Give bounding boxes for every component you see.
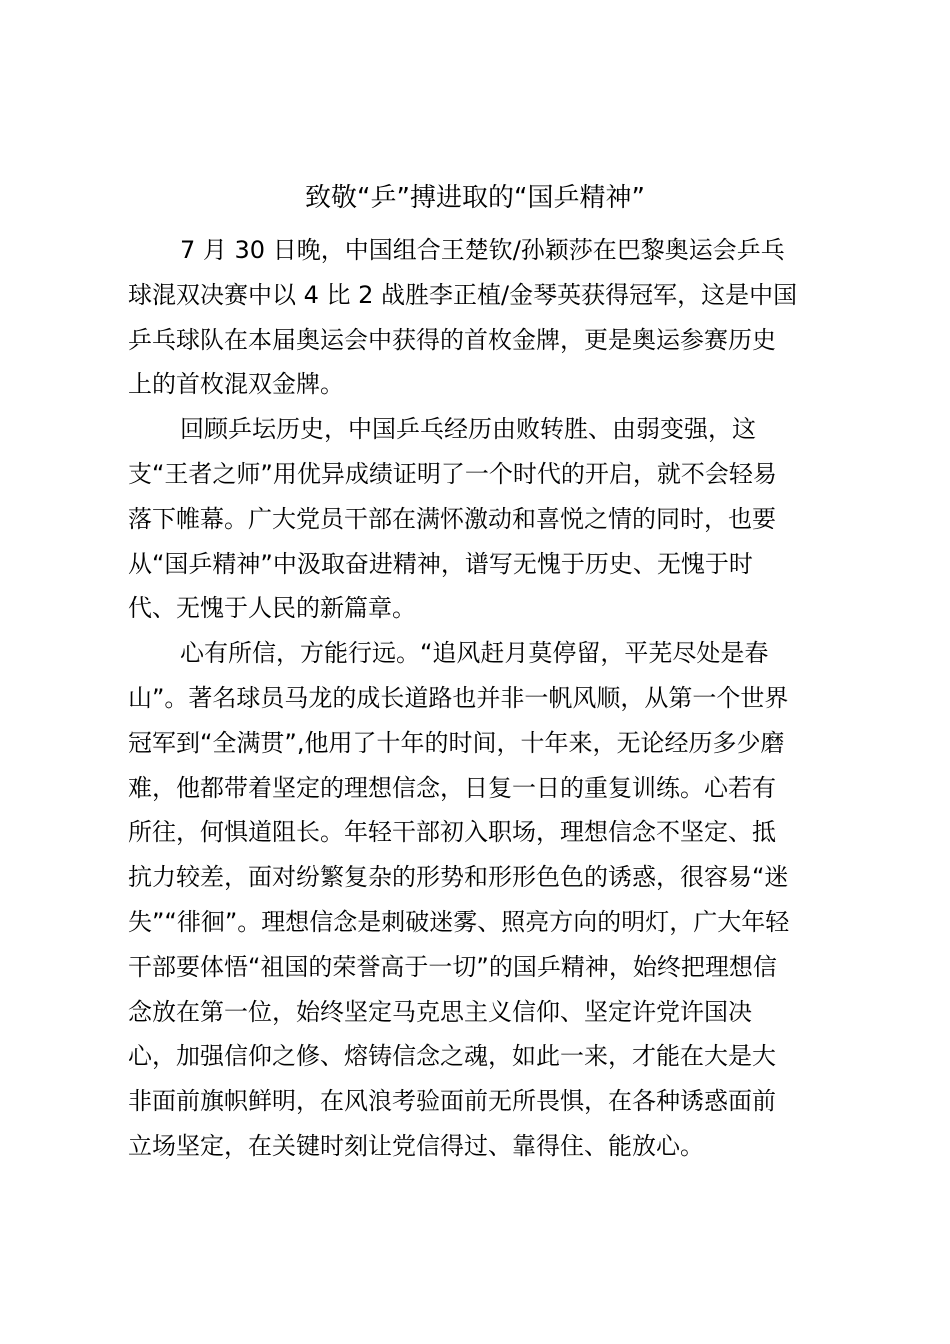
paragraph-line: 所往，何惧道阻长。年轻干部初入职场，理想信念不坚定、抵 bbox=[128, 818, 776, 847]
paragraph-line: 抗力较差，面对纷繁复杂的形势和形形色色的诱惑，很容易“迷 bbox=[128, 863, 789, 892]
paragraph-line: 落下帷幕。广大党员干部在满怀激动和喜悦之情的同时，也要 bbox=[128, 504, 776, 533]
paragraph-line: 立场坚定，在关键时刻让党信得过、靠得住、能放心。 bbox=[128, 1131, 704, 1160]
paragraph-line: 7 月 30 日晚，中国组合王楚钦/孙颖莎在巴黎奥运会乒乓 bbox=[180, 236, 785, 264]
paragraph-line: 心有所信，方能行远。“追风赶月莫停留，平芜尽处是春 bbox=[180, 639, 769, 668]
paragraph-line: 上的首枚混双金牌。 bbox=[128, 370, 344, 399]
paragraph-line: 回顾乒坛历史，中国乒乓经历由败转胜、由弱变强，这 bbox=[180, 415, 756, 444]
paragraph-line: 非面前旗帜鲜明，在风浪考验面前无所畏惧，在各种诱惑面前 bbox=[128, 1087, 776, 1116]
paragraph-1 bbox=[128, 228, 832, 407]
paragraph-line: 从“国乒精神”中汲取奋进精神，谱写无愧于历史、无愧于时 bbox=[128, 549, 753, 578]
paragraph-line: 乒乓球队在本届奥运会中获得的首枚金牌，更是奥运参赛历史 bbox=[128, 325, 776, 354]
paragraph-line: 山”。著名球员马龙的成长道路也并非一帆风顺，从第一个世界 bbox=[128, 683, 789, 712]
document-body bbox=[128, 228, 832, 1169]
paragraph-line: 干部要体悟“祖国的荣誉高于一切”的国乒精神，始终把理想信 bbox=[128, 952, 777, 981]
paragraph-line: 支“王者之师”用优异成绩证明了一个时代的开启，就不会轻易 bbox=[128, 459, 777, 488]
paragraph-3 bbox=[128, 631, 832, 1169]
paragraph-line: 难，他都带着坚定的理想信念，日复一日的重复训练。心若有 bbox=[128, 773, 776, 802]
document-title: 致敬“乒”搏进取的“国乒精神” bbox=[305, 183, 645, 213]
paragraph-line: 念放在第一位，始终坚定马克思主义信仰、坚定许党许国决 bbox=[128, 997, 752, 1026]
paragraph-line: 失”“徘徊”。理想信念是刺破迷雾、照亮方向的明灯，广大年轻 bbox=[128, 907, 790, 936]
paragraph-line: 心，加强信仰之修、熔铸信念之魂，如此一来，才能在大是大 bbox=[128, 1042, 776, 1071]
paragraph-line: 球混双决赛中以 4 比 2 战胜李正植/金琴英获得冠军，这是中国 bbox=[128, 280, 798, 309]
paragraph-line: 冠军到“全满贯”,他用了十年的时间，十年来，无论经历多少磨 bbox=[128, 728, 785, 757]
paragraph-line: 代、无愧于人民的新篇章。 bbox=[128, 594, 416, 623]
paragraph-2 bbox=[128, 407, 832, 631]
